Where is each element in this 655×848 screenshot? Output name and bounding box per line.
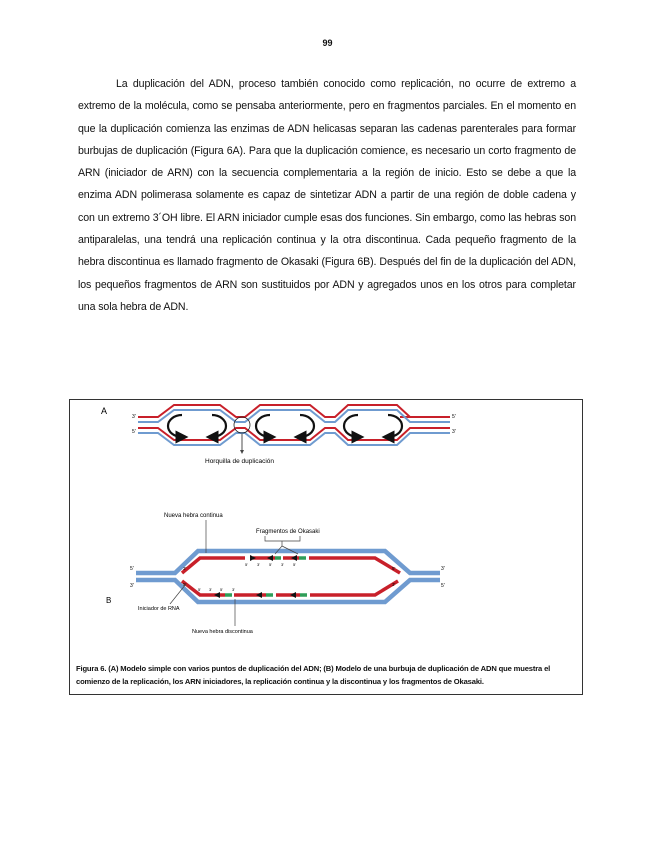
- okazaki-label: Fragmentos de Okasaki: [256, 529, 320, 535]
- panel-a-bubble-arrows: [168, 415, 402, 437]
- continuous-strand-right: [309, 558, 400, 573]
- panel-a-end-bottom-left: 5': [132, 429, 136, 435]
- fork-label: Horquilla de duplicación: [205, 458, 275, 465]
- page-number: 99: [322, 38, 333, 48]
- bottom-fragment-4: [310, 581, 398, 595]
- figure-diagram: [70, 400, 584, 696]
- bottom-mark-4: 3': [232, 587, 235, 592]
- panel-a-end-top-left: 3': [132, 414, 136, 420]
- top-mark-1: 5': [245, 562, 248, 567]
- panel-b-direction-arrows: [214, 555, 297, 598]
- bottom-mark-3: 5': [220, 587, 223, 592]
- figure-6: [69, 399, 583, 695]
- fork-right-bottom-mark: 3': [392, 582, 396, 587]
- discontinuous-label: Nueva hebra discontinua: [192, 629, 253, 635]
- panel-b-end-top-left: 5': [130, 566, 134, 572]
- arrow-okazaki-1: [267, 555, 273, 561]
- panel-a-end-bottom-right: 3': [452, 429, 456, 435]
- top-mark-5: 5': [293, 562, 296, 567]
- top-mark-4: 3': [281, 562, 284, 567]
- replication-fork-highlight: [234, 417, 250, 433]
- panel-b-end-bottom-right: 5': [441, 583, 445, 589]
- panel-a-end-top-right: 5': [452, 414, 456, 420]
- bubble2-right-arrow: [300, 415, 314, 437]
- okazaki-bracket: [265, 536, 300, 546]
- bubble3-right-arrow: [388, 415, 402, 437]
- panel-b-end-bottom-left: 3': [130, 583, 134, 589]
- primer-pointer: [170, 584, 186, 604]
- arrow-continuous: [250, 555, 256, 561]
- figure-caption: Figura 6. (A) Modelo simple con varios puntos de duplicación del ADN; (B) Modelo de una burbuja de duplicación de ADN que muestra el comienzo de la replicación, los ARN iniciadores, la replicación continua y la discontinua y los fragmentos de Okasaki.: [76, 664, 551, 686]
- fork-left-top-mark: 3': [183, 566, 187, 571]
- panel-a-letter: A: [101, 406, 108, 416]
- arrow-bottom-1: [214, 592, 220, 598]
- panel-b-letter: B: [106, 596, 112, 605]
- arrow-bottom-2: [256, 592, 262, 598]
- bubble3-left-arrow: [344, 415, 358, 437]
- bottom-mark-2: 3': [209, 587, 212, 592]
- panel-a-dna-strands: [138, 405, 450, 445]
- primer-label: Iniciador de RNA: [138, 606, 180, 612]
- continuous-label: Nueva hebra continua: [164, 513, 223, 519]
- bubble1-right-arrow: [212, 415, 226, 437]
- arrow-okazaki-2: [291, 555, 297, 561]
- panel-b-end-top-right: 3': [441, 566, 445, 572]
- fork-right-top-mark: 5': [392, 566, 396, 571]
- bubble1-left-arrow: [168, 415, 182, 437]
- top-mark-3: 5': [269, 562, 272, 567]
- top-mark-2: 3': [257, 562, 260, 567]
- body-paragraph: La duplicación del ADN, proceso también conocido como replicación, no ocurre de extremo a extremo de la molécula, como se pensaba anteriormente, pero en fragmentos parciales. En el momento en que la duplicación comienza las enzimas de ADN helicasas separan las cadenas parenterales para formar burbujas de duplicación (Figura 6A). Para que la duplicación comience, es necesario un corto fragmento de ARN (iniciador de ARN) con la secuencia complementaria a la región de inicio. Esto se debe a que la enzima ADN polimerasa solamente es capaz de sintetizar ADN a partir de una región de doble cadena y con un extremo 3´OH libre. El ARN iniciador cumple esas dos funciones. Sin embargo, como las hebras son antiparalelas, una tendrá una replicación continua y la otra discontinua. Cada pequeño fragmento de la hebra discontinua es llamado fragmento de Okasaki (Figura 6B). Después del fin de la duplicación del ADN, los pequeños fragmentos de ARN son sustituidos por ADN y agregados unos en los otros para completar una sola hebra de ADN.: [78, 78, 576, 313]
- fork-left-bottom-mark: 5': [183, 582, 187, 587]
- panel-b-new-strands: [182, 558, 400, 595]
- bottom-mark-1: 5': [198, 587, 201, 592]
- bubble2-left-arrow: [256, 415, 270, 437]
- arrow-bottom-3: [290, 592, 296, 598]
